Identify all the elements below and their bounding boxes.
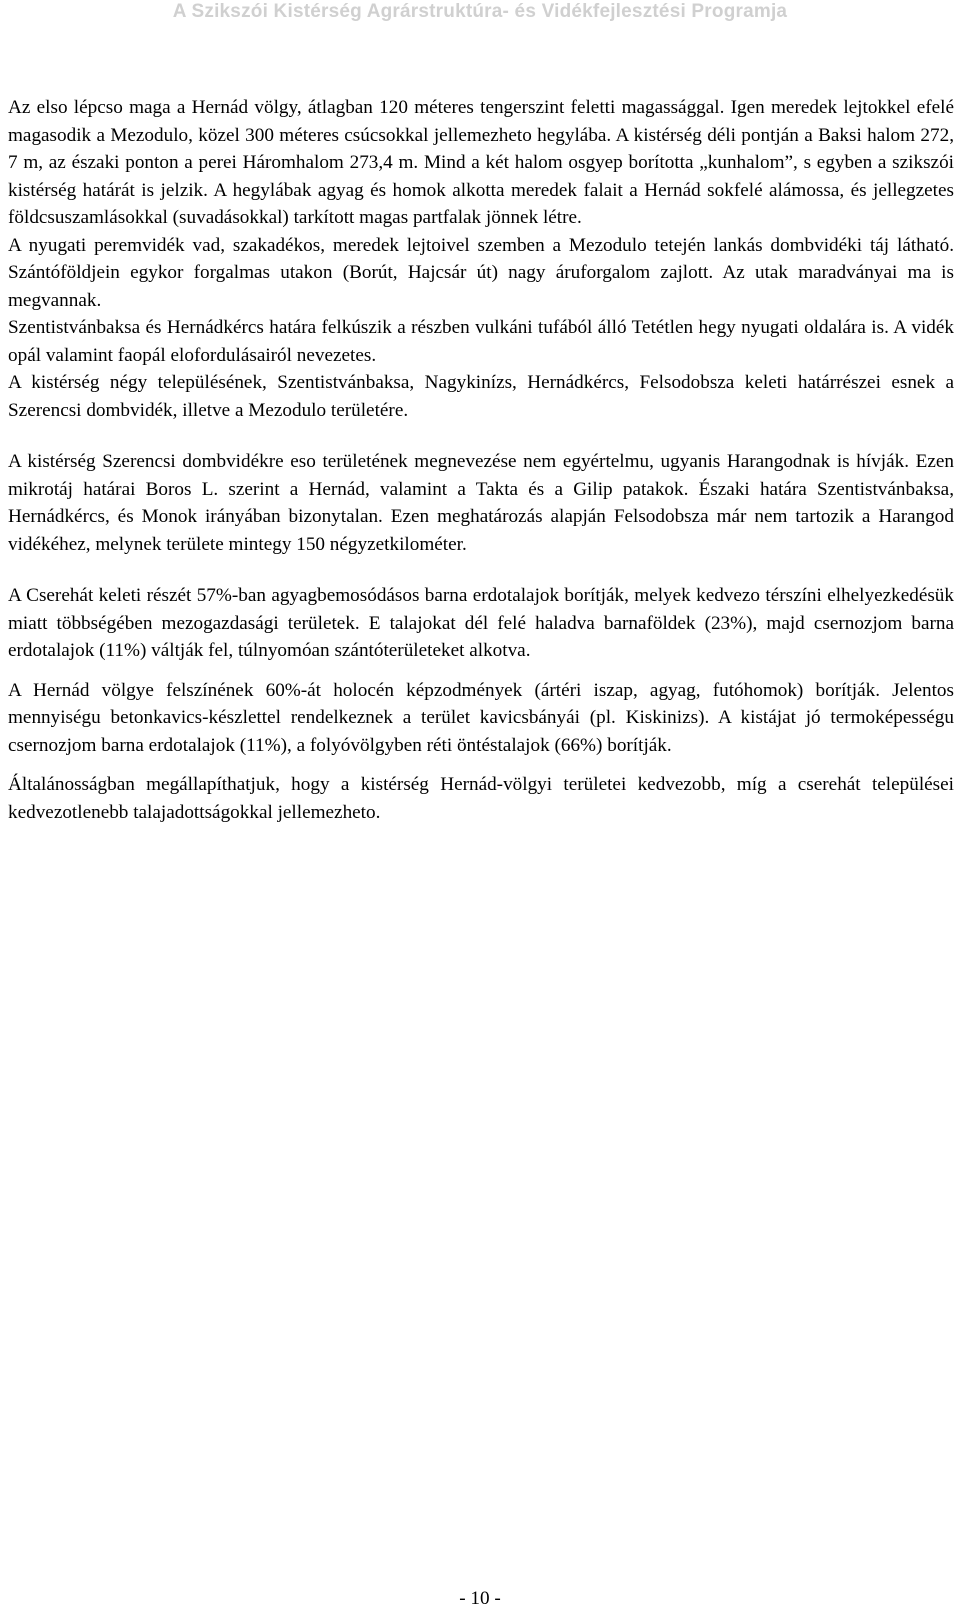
running-header: A Szikszói Kistérség Agrárstruktúra- és Vidékfejlesztési Programja	[172, 1, 788, 22]
paragraph-4: A kistérség négy településének, Szentistvánbaksa, Nagykinízs, Hernádkércs, Felsodobsza keleti határrészei esnek a Szerencsi dombvidék, illetve a Mezodulo területére.	[8, 372, 954, 421]
paragraph-1: Az elso lépcso maga a Hernád völgy, átlagban 120 méteres tengerszint feletti magassággal. Igen meredek lejtokkel efelé magasodik a Mezodulo, közel 300 méteres csúcsokkal jellemezheto hegylába. A kistérség déli pontján a Baksi halom 272, 7 m, az északi ponton a perei Háromhalom 273,4 m. Mind a két halom osgyep borította „kunhalom”, s egyben a szikszói kistérség határát is jelzik. A hegylábak agyag és homok alkotta meredek falait a Hernád sokfelé alámossa, és jellegzetes földcsuszamlásokkal (suvadásokkal) tarkított magas partfalak jönnek létre.	[8, 97, 954, 228]
page-number: - 10 -	[459, 1588, 501, 1609]
paragraph-8-text: Általánosságban megállapíthatjuk, hogy a kistérség Hernád-völgyi területei kedvezobb, míg a cserehát települései kedvezotlenebb talajadottságokkal jellemezheto.	[8, 774, 954, 823]
paragraph-3: Szentistvánbaksa és Hernádkércs határa felkúszik a részben vulkáni tufából álló Tetétlen hegy nyugati oldalára is. A vidék opál valamint faopál elofordulásairól nevezetes.	[8, 317, 954, 366]
paragraph-2: A nyugati peremvidék vad, szakadékos, meredek lejtoivel szemben a Mezodulo tetején lankás dombvidéki táj látható. Szántóföldjein egykor forgalmas utakon (Borút, Hajcsár út) nagy áruforgalom zajlott. Az utak maradványai ma is megvannak.	[8, 234, 954, 311]
document-body	[8, 94, 954, 826]
paragraph-7: A Hernád völgye felszínének 60%-át holocén képzodmények (ártéri iszap, agyag, futóhomok) borítják. Jelentos mennyiségu betonkavics-készlettel rendelkeznek a terület kavicsbányái (pl. Kiskinizs). A kistájat jó termoképességu csernozjom barna erdotalajok (11%), a folyóvölgyben réti öntéstalajok (66%) borítják.	[8, 679, 954, 756]
paragraph-5: A kistérség Szerencsi dombvidékre eso területének megnevezése nem egyértelmu, ugyanis Harangodnak is hívják. Ezen mikrotáj határai Boros L. szerint a Hernád, valamint a Takta és a Gilip patakok. Északi határa Szentistvánbaksa, Hernádkércs, és Monok irányában bizonytalan. Ezen meghatározás alapján Felsodobsza már nem tartozik a Harangod vidékéhez, melynek területe mintegy 150 négyzetkilométer.	[8, 451, 954, 555]
paragraph-8	[8, 771, 954, 826]
paragraph-6: A Cserehát keleti részét 57%-ban agyagbemosódásos barna erdotalajok borítják, melyek kedvezo térszíni elhelyezkedésük miatt többségében mezogazdasági területek. E talajokat dél felé haladva barnaföldek (23%), majd csernozjom barna erdotalajok (11%) váltják fel, túlnyomóan szántóterületeket alkotva.	[8, 585, 954, 661]
